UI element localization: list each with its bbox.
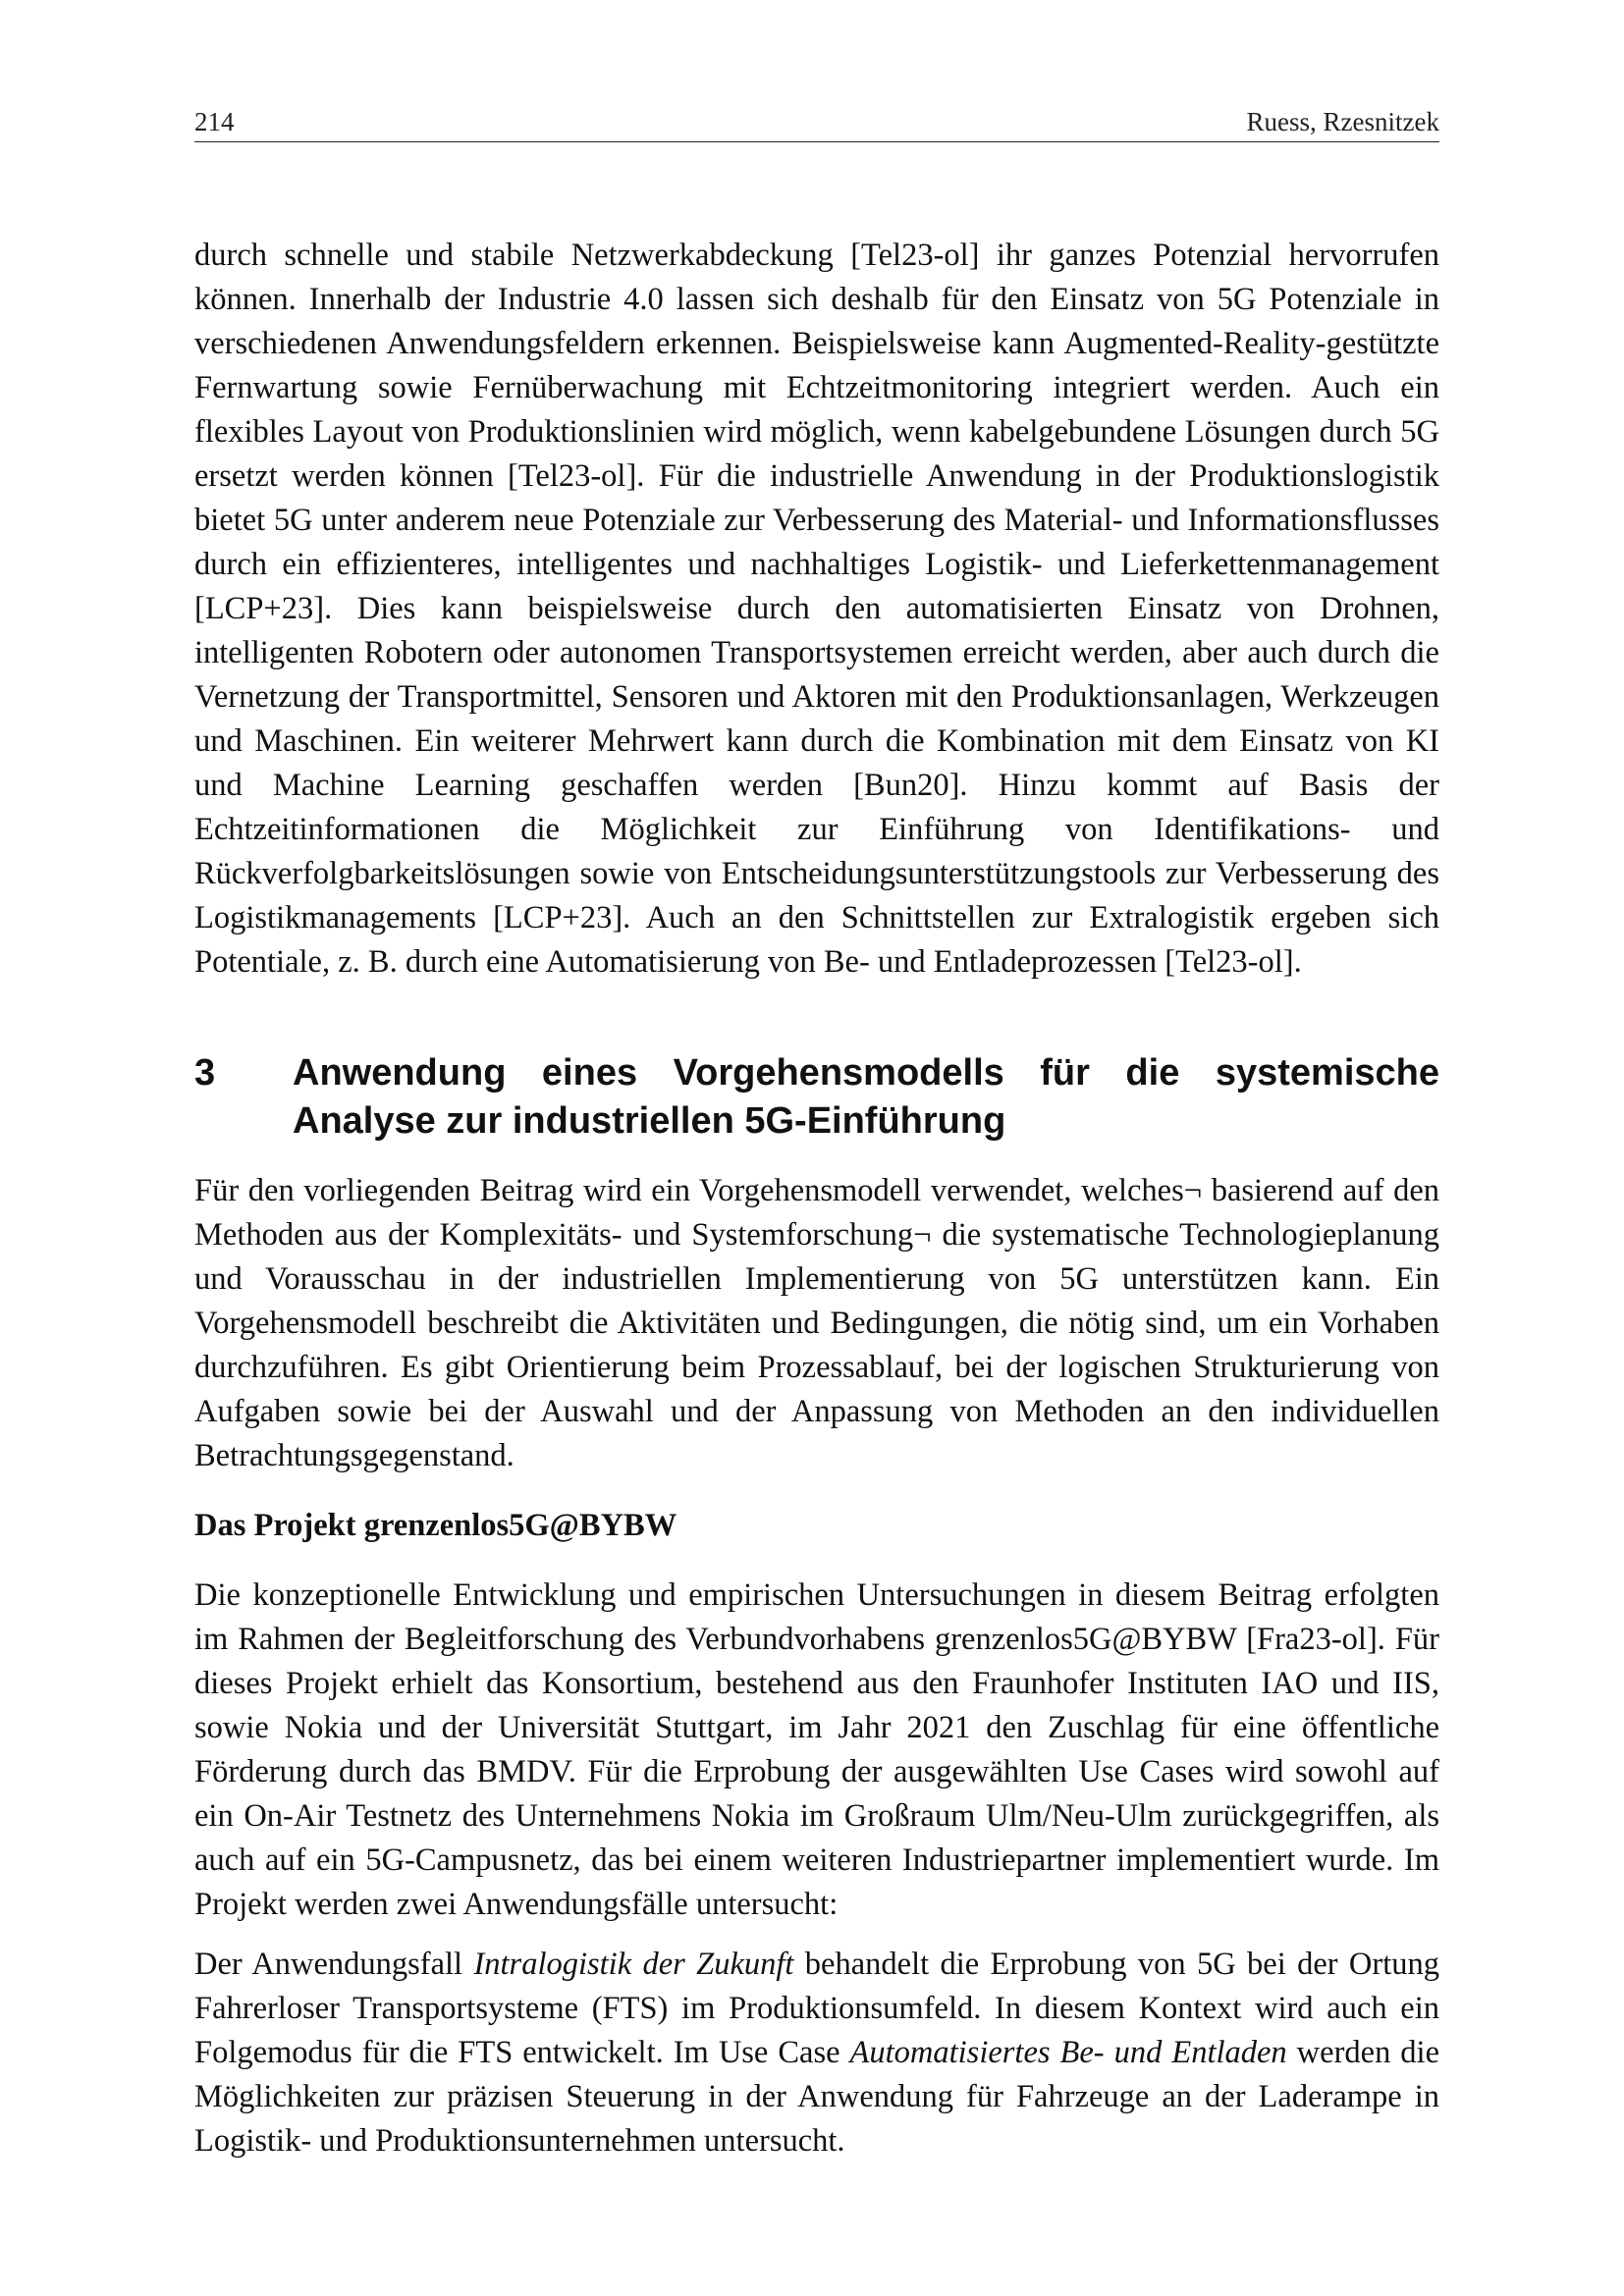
section-heading <box>194 1049 1439 1146</box>
body-paragraph-3: Die konzeptionelle Entwicklung und empirischen Untersuchungen in diesem Beitrag erfolgten im Rahmen der Begleitforschung des Verbundvorhabens grenzenlos5G@BYBW [Fra23-ol]. Für dieses Projekt erhielt das Konsortium, bestehend aus den Fraunhofer Instituten IAO und IIS, sowie Nokia und der Universität Stuttgart, im Jahr 2021 den Zuschlag für eine öffentliche Förderung durch das BMDV. Für die Erprobung der ausgewählten Use Cases wird sowohl auf ein On-Air Testnetz des Unternehmens Nokia im Großraum Ulm/Neu-Ulm zurückgegriffen, als auch auf ein 5G-Campusnetz, das bei einem weiteren Industriepartner implementiert wurde. Im Projekt werden zwei Anwendungsfälle untersucht: <box>194 1577 1439 1922</box>
section-title: Anwendung eines Vorgehensmodells für die systemische Analyse zur industriellen 5G-Einführung <box>293 1052 1439 1142</box>
body-paragraph-1: durch schnelle und stabile Netzwerkabdeckung [Tel23-ol] ihr ganzes Potenzial hervorrufen können. Innerhalb der Industrie 4.0 lassen sich deshalb für den Einsatz von 5G Potenziale in verschiedenen Anwendungsfeldern erkennen. Beispielsweise kann Augmented-Reality-gestützte Fernwartung sowie Fernüberwachung mit Echtzeitmonitoring integriert werden. Auch ein flexibles Layout von Produktionslinien wird möglich, wenn kabelgebundene Lösungen durch 5G ersetzt werden können [Tel23-ol]. Für die industrielle Anwendung in der Produktionslogistik bietet 5G unter anderem neue Potenziale zur Verbesserung des Material- und Informationsflusses durch ein effizienteres, intelligentes und nachhaltiges Logistik- und Lieferkettenmanagement [LCP+23]. Dies kann beispielsweise durch den automatisierten Einsatz von Drohnen, intelligenten Robotern oder autonomen Transportsystemen erreicht werden, aber auch durch die Vernetzung der Transportmittel, Sensoren und Aktoren mit den Produktionsanlagen, Werkzeugen und Maschinen. Ein weiterer Mehrwert kann durch die Kombination mit dem Einsatz von KI und Machine Learning geschaffen werden [Bun20]. Hinzu kommt auf Basis der Echtzeitinformationen die Möglichkeit zur Einführung von Identifikations- und Rückverfolgbarkeitslösungen sowie von Entscheidungsunterstützungstools zur Verbesserung des Logistikmanagements [LCP+23]. Auch an den Schnittstellen zur Extralogistik ergeben sich Potentiale, z. B. durch eine Automatisierung von Be- und Entladeprozessen [Tel23-ol]. <box>194 238 1439 980</box>
page-number: 214 <box>194 107 235 136</box>
paragraph-4-text-1: Der Anwendungsfall <box>194 1947 474 1982</box>
running-header-authors: Ruess, Rzesnitzek <box>1246 107 1439 136</box>
paragraph-4-text-3: werden die Möglichkeiten zur präzisen Steuerung in der Anwendung für Fahrzeuge an der Laderampe in Logistik- und Produktionsunternehmen untersucht. <box>194 2035 1440 2159</box>
paragraph-4-text-2: behandelt die Erprobung von 5G bei der Ortung Fahrerloser Transportsysteme (FTS) im Produktionsumfeld. In diesem Kontext wird auch ein Folgemodus für die FTS entwickelt. Im Use Case <box>194 1947 1439 2070</box>
use-case-title-intralogistik: Intralogistik der Zukunft <box>473 1947 794 1982</box>
section-number: 3 <box>194 1052 216 1094</box>
body-paragraph-2: Für den vorliegenden Beitrag wird ein Vorgehensmodell verwendet, welches¬ basierend auf den Methoden aus der Komplexitäts- und Systemforschung¬ die systematische Technologieplanung und Vorausschau in der industriellen Implementierung von 5G unterstützen kann. Ein Vorgehensmodell beschreibt die Aktivitäten und Bedingungen, die nötig sind, um ein Vorhaben durchzuführen. Es gibt Orientierung beim Prozessablauf, bei der logischen Strukturierung von Aufgaben sowie bei der Auswahl und der Anpassung von Methoden an den individuellen Betrachtungsgegenstand. <box>194 1173 1439 1473</box>
use-case-title-be-entladen: Automatisiertes Be- und Entladen <box>849 2035 1287 2070</box>
body-paragraph-4 <box>194 1943 1439 2163</box>
subheading-project: Das Projekt grenzenlos5G@BYBW <box>194 1508 677 1543</box>
document-page <box>194 106 1439 2163</box>
running-header <box>194 106 1439 142</box>
